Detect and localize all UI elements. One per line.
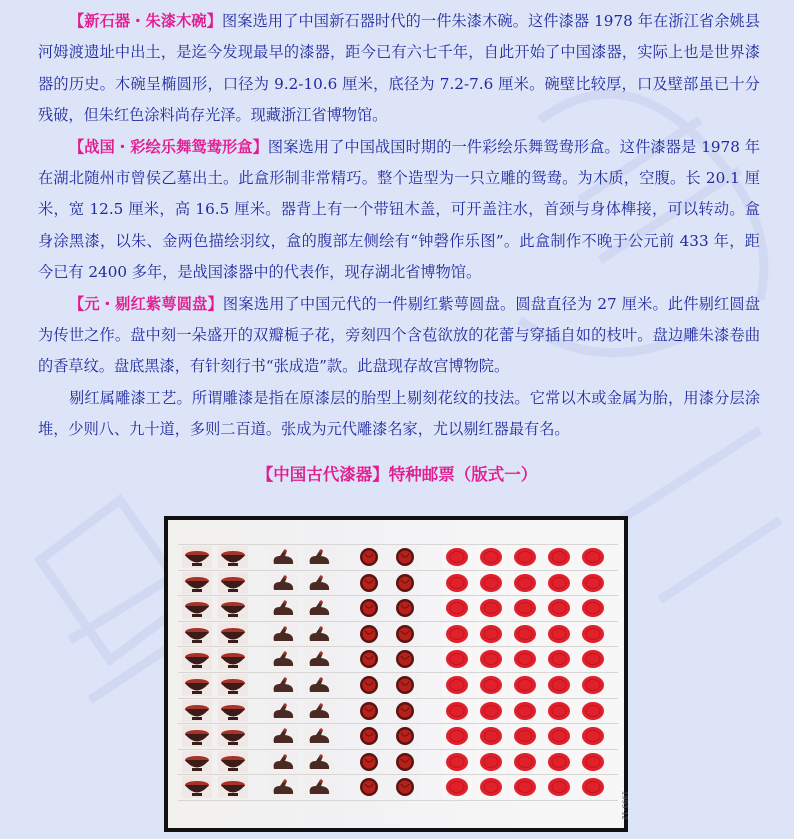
stamp-mandarin-duck-box-icon [304,674,334,700]
stamp-mandarin-duck-box-icon [268,674,298,700]
perforation-line [178,749,618,750]
stamp-lacquer-bowl-icon [218,648,248,674]
stamp-red-plate-icon [476,776,506,802]
stamp-red-plate-icon [476,700,506,726]
perforation-line [178,570,618,571]
stamp-red-plate-icon [510,751,540,777]
stamp-red-plate-icon [476,674,506,700]
perforation-line [178,544,618,545]
stamp-mandarin-duck-box-icon [268,623,298,649]
stamp-carved-disc-icon [390,700,420,726]
stamp-mandarin-duck-box-icon [304,700,334,726]
stamp-sheet [168,520,628,828]
stamp-red-plate-icon [544,546,574,572]
stamp-carved-disc-icon [354,700,384,726]
stamp-carved-disc-icon [390,725,420,751]
stamp-carved-disc-icon [354,648,384,674]
stamp-carved-disc-icon [390,751,420,777]
stamp-mandarin-duck-box-icon [304,572,334,598]
stamp-red-plate-icon [476,725,506,751]
stamp-mandarin-duck-box-icon [268,776,298,802]
stamp-lacquer-bowl-icon [218,776,248,802]
stamp-carved-disc-icon [390,623,420,649]
stamp-red-plate-icon [578,700,608,726]
stamp-mandarin-duck-box-icon [304,776,334,802]
stamp-mandarin-duck-box-icon [268,725,298,751]
stamp-lacquer-bowl-icon [182,546,212,572]
stamp-mandarin-duck-box-icon [304,725,334,751]
perforation-line [178,646,618,647]
stamp-mandarin-duck-box-icon [304,648,334,674]
stamp-lacquer-bowl-icon [182,648,212,674]
stamp-red-plate-icon [578,776,608,802]
stamp-mandarin-duck-box-icon [268,572,298,598]
perforation-line [178,672,618,673]
stamp-carved-disc-icon [354,751,384,777]
stamp-red-plate-icon [578,597,608,623]
stamp-mandarin-duck-box-icon [268,546,298,572]
stamp-red-plate-icon [578,751,608,777]
stamp-lacquer-bowl-icon [182,572,212,598]
stamp-red-plate-icon [510,546,540,572]
stamp-red-plate-icon [578,674,608,700]
perforation-line [178,774,618,775]
stamp-carved-disc-icon [354,674,384,700]
stamp-mandarin-duck-box-icon [304,597,334,623]
paragraph-label: 【新石器・朱漆木碗】 [69,12,222,30]
stamp-red-plate-icon [578,725,608,751]
paragraph-text: 图案选用了中国元代的一件剔红紫萼圆盘。圆盘直径为 27 厘米。此件剔红圆盘为传世之作。盘中刻一朵盛开的双瓣栀子花，旁刻四个含苞欲放的花蕾与穿插自如的枝叶。盘边雕朱漆卷曲的香草纹。盘底黑漆，有针刻行书“张成造”款。此盘现存故宫博物院。 [38,294,761,376]
stamp-lacquer-bowl-icon [218,674,248,700]
stamp-red-plate-icon [442,572,472,598]
paragraph-text: 图案选用了中国战国时期的一件彩绘乐舞鸳鸯形盒。这件漆器是 1978 年在湖北随州市曾侯乙墓出土。此盒形制非常精巧。整个造型为一只立雕的鸳鸯。为木质，空腹。长 20.1 厘米，宽 12.5 厘米，高 16.5 厘米。器背上有一个带钮木盖，可开盖注水，首颈与身体榫接，可以转动。盒身涂黑漆，以朱、金两色描绘羽纹，盒的腹部左侧绘有“钟磬作乐图”。此盒制作不晚于公元前 433 年，距今已有 2400 多年，是战国漆器中的代表作，现存湖北省博物馆。 [38,137,761,282]
stamp-red-plate-icon [510,623,540,649]
perforation-line [178,800,618,801]
stamp-carved-disc-icon [354,572,384,598]
stamp-carved-disc-icon [390,546,420,572]
stamp-red-plate-icon [442,597,472,623]
paragraph-duck-box [38,132,760,289]
perforation-line [178,621,618,622]
perforation-line [178,595,618,596]
stamp-lacquer-bowl-icon [182,623,212,649]
stamp-lacquer-bowl-icon [182,597,212,623]
stamp-mandarin-duck-box-icon [268,700,298,726]
paragraph-bowl [38,6,760,132]
stamp-red-plate-icon [544,648,574,674]
stamp-red-plate-icon [476,546,506,572]
stamp-red-plate-icon [510,700,540,726]
stamp-red-plate-icon [442,623,472,649]
stamp-red-plate-icon [578,648,608,674]
stamp-mandarin-duck-box-icon [304,623,334,649]
paragraph-label: 【元・剔红紫萼圆盘】 [69,294,223,313]
article [38,6,760,446]
stamp-mandarin-duck-box-icon [268,597,298,623]
stamp-carved-disc-icon [354,623,384,649]
stamp-red-plate-icon [544,674,574,700]
stamp-lacquer-bowl-icon [218,597,248,623]
stamp-carved-disc-icon [390,597,420,623]
stamp-lacquer-bowl-icon [218,546,248,572]
stamp-red-plate-icon [510,776,540,802]
stamp-lacquer-bowl-icon [182,674,212,700]
stamp-red-plate-icon [544,776,574,802]
stamp-red-plate-icon [544,597,574,623]
stamp-red-plate-icon [442,776,472,802]
paragraph-text: 剔红属雕漆工艺。所谓雕漆是指在原漆层的胎型上剔刻花纹的技法。它常以木或金属为胎，用漆分层涂堆，少则八、九十道，多则二百道。张成为元代雕漆名家，尤以剔红器最有名。 [38,388,760,439]
stamp-lacquer-bowl-icon [182,725,212,751]
stamp-mandarin-duck-box-icon [268,751,298,777]
stamp-red-plate-icon [476,597,506,623]
stamp-red-plate-icon [476,572,506,598]
stamp-mandarin-duck-box-icon [304,546,334,572]
stamp-red-plate-icon [578,572,608,598]
stamp-red-plate-icon [510,572,540,598]
stamp-lacquer-bowl-icon [182,700,212,726]
paragraph-carving [38,383,760,446]
stamp-red-plate-icon [442,674,472,700]
perforation-line [178,698,618,699]
stamp-red-plate-icon [442,648,472,674]
stamp-red-plate-icon [510,597,540,623]
stamp-carved-disc-icon [354,776,384,802]
stamp-red-plate-icon [476,623,506,649]
stamp-lacquer-bowl-icon [218,700,248,726]
stamp-red-plate-icon [578,623,608,649]
stamp-lacquer-bowl-icon [218,725,248,751]
stamp-carved-disc-icon [390,674,420,700]
perforation-line [178,723,618,724]
sheet-title: 【中国古代漆器】特种邮票（版式一） [256,465,538,484]
stamp-red-plate-icon [578,546,608,572]
stamp-red-plate-icon [442,700,472,726]
stamp-red-plate-icon [544,623,574,649]
stamp-red-plate-icon [442,546,472,572]
sheet-margin-text: 1993-12 [620,790,628,820]
stamp-red-plate-icon [476,751,506,777]
stamp-red-plate-icon [510,648,540,674]
stamp-red-plate-icon [442,751,472,777]
stamp-sheet-image [164,516,628,832]
stamp-lacquer-bowl-icon [218,751,248,777]
paragraph-label: 【战国・彩绘乐舞鸳鸯形盒】 [69,137,268,156]
paragraph-text: 图案选用了中国新石器时代的一件朱漆木碗。这件漆器 1978 年在浙江省余姚县河姆渡遗址中出土，是迄今发现最早的漆器，距今已有六七千年，自此开始了中国漆器，实际上也是世界漆器的历史。木碗呈椭圆形，口径为 9.2-10.6 厘米，底径为 7.2-7.6 厘米。碗壁比较厚，口及壁部虽已十分残破，但朱红色涂料尚存光泽。现藏浙江省博物馆。 [38,12,760,125]
stamp-carved-disc-icon [354,725,384,751]
stamp-red-plate-icon [544,572,574,598]
stamp-lacquer-bowl-icon [218,623,248,649]
stamp-lacquer-bowl-icon [182,751,212,777]
stamp-red-plate-icon [544,751,574,777]
stamp-red-plate-icon [476,648,506,674]
stamp-mandarin-duck-box-icon [268,648,298,674]
stamp-carved-disc-icon [354,546,384,572]
stamp-carved-disc-icon [390,648,420,674]
stamp-lacquer-bowl-icon [182,776,212,802]
stamp-red-plate-icon [544,725,574,751]
stamp-carved-disc-icon [354,597,384,623]
stamp-carved-disc-icon [390,776,420,802]
stamp-red-plate-icon [510,725,540,751]
paragraph-plate [38,289,760,383]
stamp-red-plate-icon [544,700,574,726]
stamp-red-plate-icon [510,674,540,700]
stamp-red-plate-icon [442,725,472,751]
stamp-mandarin-duck-box-icon [304,751,334,777]
stamp-carved-disc-icon [390,572,420,598]
stamp-lacquer-bowl-icon [218,572,248,598]
